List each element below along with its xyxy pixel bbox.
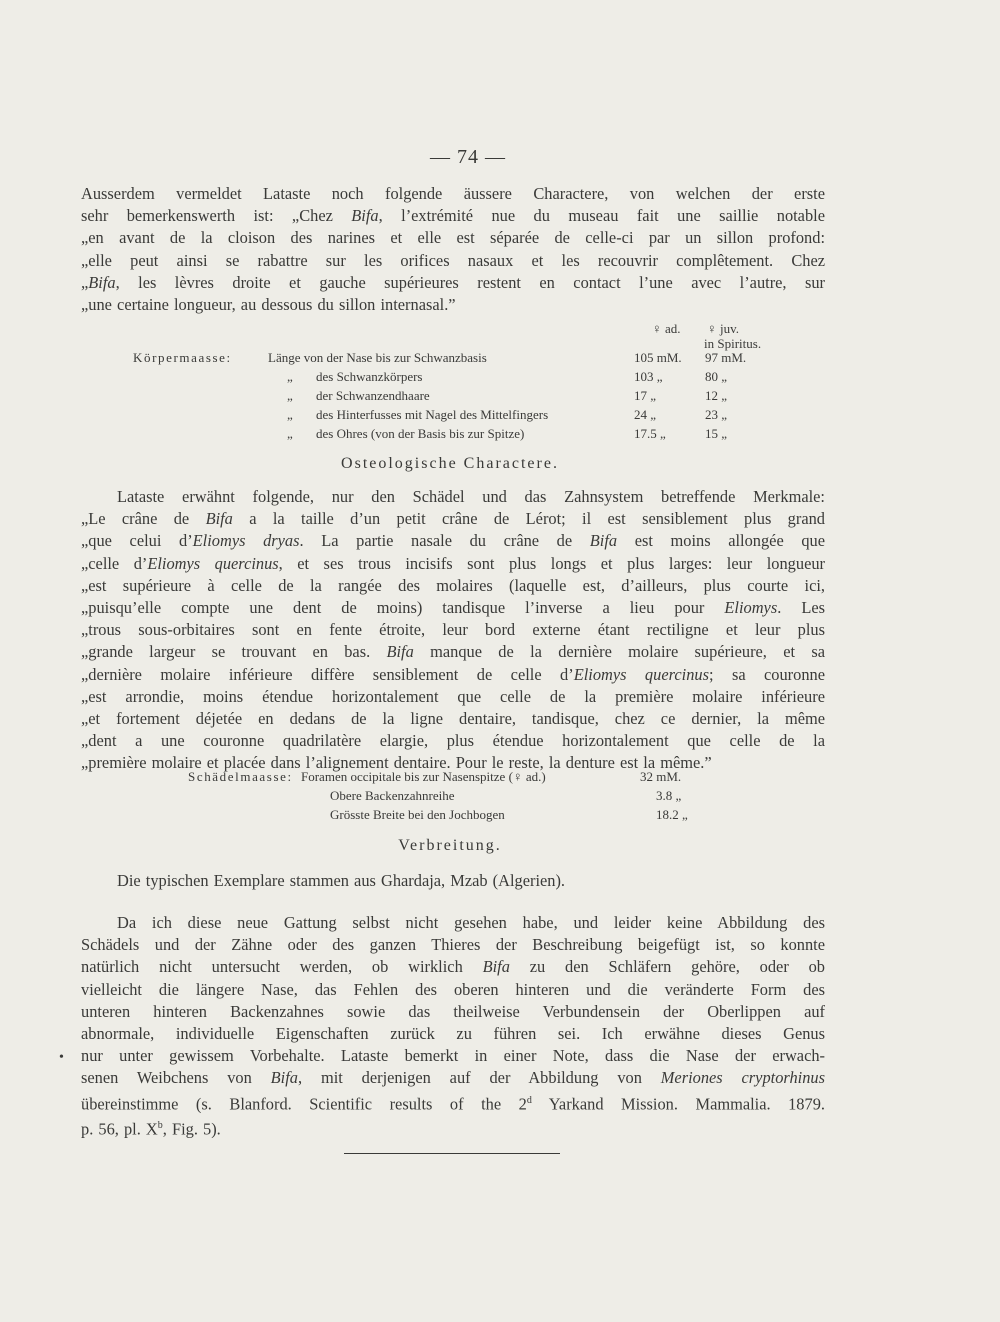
col-header-juvenile: ♀ juv. — [707, 321, 740, 336]
ditto-mark: „ — [287, 407, 293, 422]
skull-measurement-value: 32 mM. — [640, 769, 682, 784]
measurement-name: des Ohres (von der Basis bis zur Spitze) — [316, 426, 525, 441]
paragraph-remarks — [81, 912, 825, 1141]
value-adult: 17.5 „ — [634, 426, 666, 441]
value-juvenile: 80 „ — [705, 369, 728, 384]
text-line: „elle peut ainsi se rabattre sur les orifices nasaux et les recouvrir complêtement. Chez — [81, 250, 825, 270]
margin-dot: • — [59, 1050, 64, 1065]
value-adult: 103 „ — [634, 369, 663, 384]
skull-measurement-name: Grösste Breite bei den Jochbogen — [330, 807, 505, 822]
body-measurements-label: Körpermaasse: — [133, 350, 232, 365]
distribution-line: Die typischen Exemplare stammen aus Ghardaja, Mzab (Algerien). — [117, 871, 566, 890]
text-line: „dernière molaire inférieure diffère sensiblement de celle d’Eliomys quercinus; sa couronne — [81, 664, 825, 684]
ditto-mark: „ — [287, 388, 293, 403]
text-line: „en avant de la cloison des narines et elle est séparée de celle-ci par un sillon profond: — [81, 228, 825, 248]
text-line: „puisqu’elle compte une dent de moins) tandisque l’inverse a lieu pour Eliomys. Les — [81, 598, 825, 618]
text-line: „dent a une couronne quadrilatère elargie, plus étendue horizontalement que celle de la — [81, 731, 825, 751]
text-line: Ausserdem vermeldet Lataste noch folgende äussere Charactere, von welchen der erste — [81, 184, 825, 203]
distribution-text — [117, 870, 757, 892]
value-adult: 24 „ — [634, 407, 657, 422]
text-line: „celle d’Eliomys quercinus, et ses trous incisifs sont plus longs et plus larges: leur longueur — [81, 553, 825, 573]
text-line: „est arrondie, moins étendue horizontalement que celle de la première molaire inférieure — [81, 686, 825, 706]
text-line: „première molaire et placée dans l’alignement dentaire. Pour le reste, la denture est la même.” — [81, 753, 712, 773]
text-line: abnormale, individuelle Eigenschaften zurück zu führen sei. Ich erwähne dieses Genus — [81, 1024, 825, 1044]
value-juvenile: 12 „ — [705, 388, 728, 403]
text-line: Da ich diese neue Gattung selbst nicht gesehen habe, und leider keine Abbildung des — [117, 913, 825, 932]
heading-osteology: Osteologische Charactere. — [341, 455, 559, 472]
value-juvenile: 15 „ — [705, 426, 728, 441]
text-line: senen Weibchens von Bifa, mit derjenigen auf der Abbildung von Meriones cryptorhinus — [81, 1068, 825, 1088]
text-line: p. 56, pl. $X^b$, Fig. 5). — [81, 1119, 221, 1139]
value-juvenile: 97 mM. — [705, 350, 747, 365]
value-adult: 105 mM. — [634, 350, 682, 365]
text-line: „que celui d’Eliomys dryas. La partie nasale du crâne de Bifa est moins allongée que — [81, 531, 825, 551]
closing-rule — [344, 1153, 560, 1154]
col-header-adult: ♀ ad. — [652, 321, 681, 336]
text-line: übereinstimme (s. Blanford. Scientific results of the 2$^d$ Yarkand Mission. Mammalia. 1879. — [81, 1094, 825, 1114]
text-line: nur unter gewissem Vorbehalte. Lataste bemerkt in einer Note, dass die Nase der erwach- — [81, 1046, 825, 1066]
ditto-mark: „ — [287, 369, 293, 384]
text-line: „Bifa, les lèvres droite et gauche supérieures restent en contact l’une avec l’autre, sur — [81, 272, 825, 292]
text-line: natürlich nicht untersucht werden, ob wirklich Bifa zu den Schläfern gehöre, oder ob — [81, 957, 825, 977]
measurement-name: des Hinterfusses mit Nagel des Mittelfingers — [316, 407, 549, 422]
page-number: — 74 — — [430, 146, 506, 168]
value-juvenile: 23 „ — [705, 407, 728, 422]
measurement-name: Länge von der Nase bis zur Schwanzbasis — [268, 350, 487, 365]
measurement-name: der Schwanzendhaare — [316, 388, 430, 403]
skull-measurement-name: Obere Backenzahnreihe — [330, 788, 455, 803]
text-line: vielleicht die längere Nase, das Fehlen des oberen hinteren und die veränderte Form des — [81, 979, 825, 999]
skull-measurements-label: Schädelmaasse: — [188, 769, 293, 784]
ditto-mark: „ — [287, 426, 293, 441]
text-line: „trous sous-orbitaires sont en fente étroite, leur bord externe étant rectiligne et leur plus — [81, 620, 825, 640]
skull-measurement-value: 3.8 „ — [656, 788, 682, 803]
paragraph-osteology — [81, 486, 825, 775]
heading-distribution: Verbreitung. — [398, 837, 502, 854]
paragraph-external-characters — [81, 183, 825, 316]
text-line: „une certaine longueur, au dessous du sillon internasal.” — [81, 295, 456, 315]
skull-measurement-value: 18.2 „ — [656, 807, 688, 822]
text-line: „et fortement déjetée en dedans de la ligne dentaire, tandisque, chez ce dernier, la même — [81, 709, 825, 729]
text-line: sehr bemerkenswerth ist: „Chez Bifa, l’extrémité nue du museau fait une saillie notable — [81, 206, 825, 226]
text-line: Schädels und der Zähne oder des ganzen Thieres der Beschreibung beigefügt ist, so konnte — [81, 935, 825, 955]
skull-measurement-name: Foramen occipitale bis zur Nasenspitze (♀ ad.) — [301, 769, 546, 784]
text-line: „grande largeur se trouvant en bas. Bifa manque de la dernière molaire supérieure, et sa — [81, 642, 825, 662]
text-line: „Le crâne de Bifa a la taille d’un petit crâne de Lérot; il est sensiblement plus grand — [81, 509, 825, 529]
text-line: Lataste erwähnt folgende, nur den Schädel und das Zahnsystem betreffende Merkmale: — [117, 487, 825, 506]
text-line: unteren hinteren Backenzahnes sowie das theilweise Verbundensein der Oberlippen auf — [81, 1001, 825, 1021]
text-line: „est supérieure à celle de la rangée des molaires (laquelle est, d’ailleurs, plus courte ici, — [81, 575, 825, 595]
measurement-name: des Schwanzkörpers — [316, 369, 423, 384]
value-adult: 17 „ — [634, 388, 657, 403]
col-header-spiritus: in Spiritus. — [704, 336, 762, 351]
